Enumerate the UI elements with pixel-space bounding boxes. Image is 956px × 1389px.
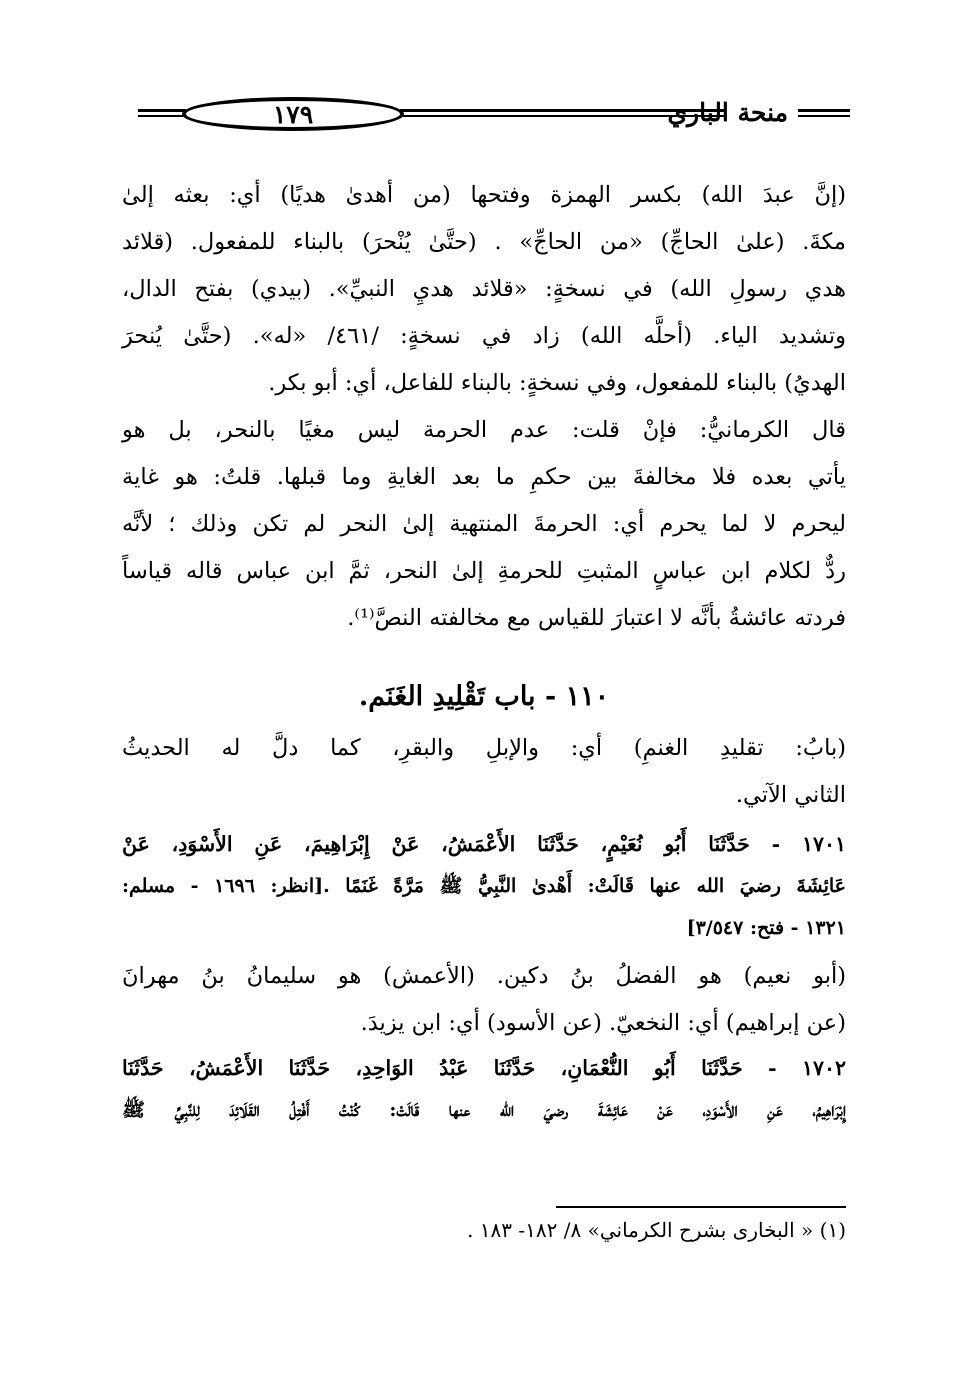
footnote: (١) « البخارى بشرح الكرماني» ٨/ ١٨٢- ١٨٣ .	[467, 1218, 846, 1242]
hadith-line: ١٧٠١ - حَدَّثَنَا أَبُو نُعَيْمٍ، حَدَّثَنَا الأَعْمَشُ، عَنْ إِبْرَاهِيمَ، عَنِ الأَسْوَدِ، عَنْ	[122, 832, 846, 856]
text-line: الهديُ) بالبناء للمفعول، وفي نسخةٍ: بالبناء للفاعل، أي: أبو بكر.	[268, 370, 846, 396]
paragraph-commentary-1	[122, 172, 846, 407]
hadith-line: ١٧٠٢ - حَدَّثَنَا أَبُو النُّعْمَانِ، حَدَّثَنَا عَبْدُ الوَاحِدِ، حَدَّثَنَا الأَعْمَشُ، حَدَّثَنَا	[122, 1056, 846, 1080]
main-text	[122, 172, 846, 1131]
text-line: مكةَ. (علىٰ الحاجِّ) «من الحاجِّ» . (حتَّىٰ يُنْحرَ) بالبناء للمفعول. (قلائد	[122, 229, 846, 255]
text-line: ردٌّ لكلام ابن عباسٍ المثبتِ للحرمةِ إلىٰ النحر، ثمَّ ابن عباس قاله قياساً	[122, 558, 846, 584]
header-rule-left	[138, 109, 186, 121]
paragraph-narrators	[122, 953, 846, 1047]
text-line: فردته عائشةُ بأنَّه لا اعتبارَ للقياس مع مخالفته النصَّ⁽¹⁾.	[347, 605, 846, 631]
page-number-frame	[182, 97, 404, 131]
text-line: الثاني الآتي.	[735, 782, 846, 808]
running-title: منحة الباري	[667, 98, 788, 127]
text-line: هدي رسولِ الله) في نسخةٍ: «قلائد هديِ النبيِّ». (بيدي) بفتح الدال،	[122, 276, 846, 302]
text-line: وتشديد الياء. (أحلَّه الله) زاد في نسخةٍ: /٤٦١/ «له». (حتَّىٰ يُنحرَ	[122, 323, 846, 349]
hadith-line: إِبْرَاهِيمُ، عَنِ الأَسْوَدِ، عَنْ عَائِشَةَ رضيَ الله عنها قَالَتْ: كُنْتُ أَفْتِلُ القَلَائِدَ لِلنَّبِيِّ ﷺ	[122, 1099, 846, 1121]
text-line: (بابُ: تقليدِ الغنمِ) أي: والإبلِ والبقرِ، كما دلَّ له الحديثُ	[122, 735, 846, 761]
page-header	[138, 96, 850, 140]
chapter-heading: ١١٠ - باب تَقْلِيدِ الغَنَم.	[358, 681, 610, 712]
page-number: ١٧٩	[272, 99, 314, 129]
hadith-1702	[122, 1047, 846, 1131]
text-line: يأتي بعده فلا مخالفةَ بين حكمِ ما بعد الغايةِ وما قبلها. قلتُ: هو غاية	[122, 464, 846, 490]
footnote-separator	[556, 1206, 846, 1208]
text-line: ليحرم لا لما يحرم أي: الحرمةَ المنتهية إلىٰ النحر لم تكن وذلك ؛ لأنَّه	[122, 511, 846, 537]
hadith-1701	[122, 823, 846, 949]
header-rule-right	[798, 109, 850, 121]
hadith-line: عَائِشَةَ رضيَ الله عنها قَالَتْ: أَهْدىٰ النَّبِيُّ ﷺ مَرَّةً غَنَمًا .[انظر: ١٦٩٦ - مسلم:	[122, 875, 846, 897]
hadith-reference: ١٣٢١ - فتح: ٣/٥٤٧]	[686, 917, 846, 939]
paragraph-chapter-explanation	[122, 725, 846, 819]
text-line: (عن إبراهيم) أي: النخعيّ. (عن الأسود) أي: ابن يزيدَ.	[360, 1010, 846, 1036]
paragraph-kirmani-note	[122, 407, 846, 642]
text-line: قال الكرمانيُّ: فإنْ قلت: عدم الحرمة ليس مغيًا بالنحر، بل هو	[122, 417, 846, 443]
text-line: (أبو نعيم) هو الفضلُ بنُ دكين. (الأعمش) هو سليمانُ بنُ مهرانَ	[122, 963, 846, 989]
text-line: (إنَّ عبدَ الله) بكسر الهمزة وفتحها (من أهدىٰ هديًا) أي: بعثه إلىٰ	[122, 182, 846, 208]
